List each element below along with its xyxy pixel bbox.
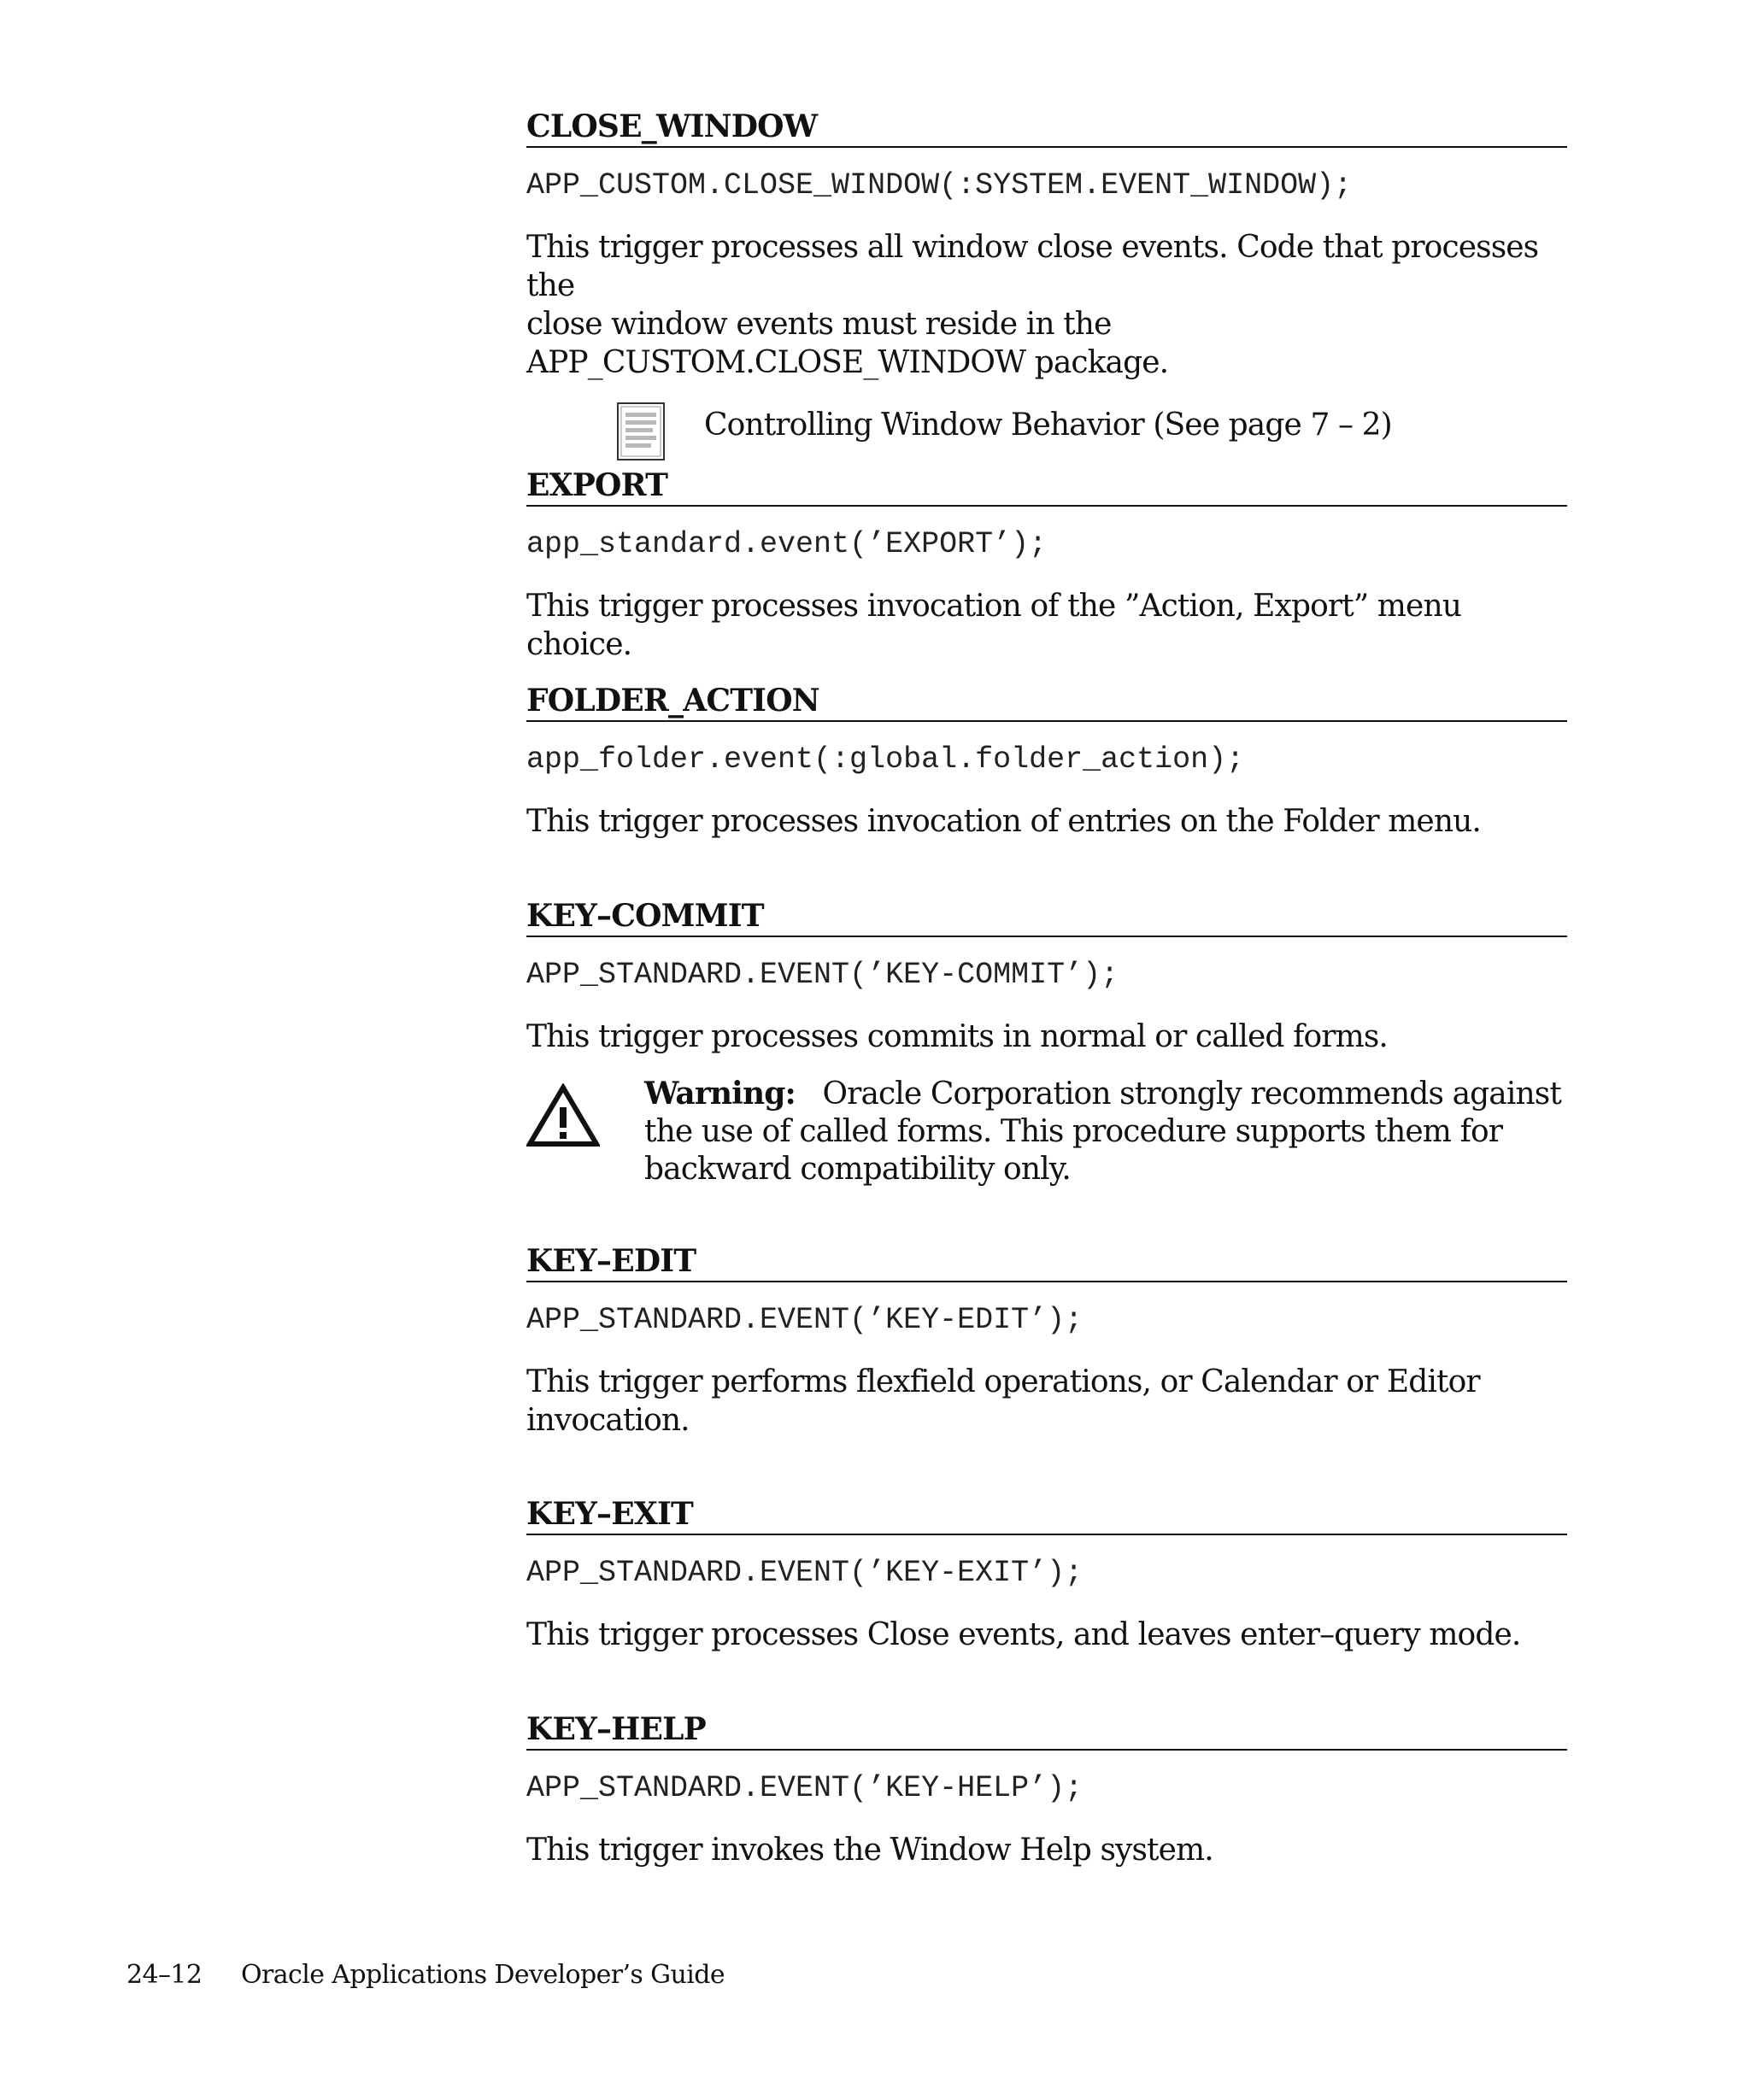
description: This trigger processes invocation of entries on the Folder menu. (526, 804, 1481, 839)
section-heading: KEY–COMMIT (526, 899, 1567, 937)
section-key-help (526, 1712, 1567, 1869)
section-heading: KEY–HELP (526, 1712, 1567, 1751)
section-export (526, 468, 1567, 664)
code-line: APP_STANDARD.EVENT(’KEY-COMMIT’); (526, 958, 1119, 992)
page-footer (126, 1960, 725, 1991)
description-line: close window events must reside in the (526, 307, 1112, 342)
description (526, 1363, 1567, 1440)
book-title: Oracle Applications Developer’s Guide (241, 1960, 725, 1990)
cross-reference-link[interactable]: Controlling Window Behavior (See page 7 – 2) (704, 408, 1392, 443)
description-line: invocation. (526, 1403, 690, 1438)
code-line: APP_STANDARD.EVENT(’KEY-HELP’); (526, 1771, 1083, 1805)
description: This trigger processes Close events, and leaves enter–query mode. (526, 1617, 1521, 1652)
document-icon (617, 402, 665, 460)
page-number: 24–12 (126, 1960, 203, 1990)
section-key-exit (526, 1497, 1567, 1654)
warning-line: the use of called forms. This procedure supports them for (644, 1114, 1503, 1149)
warning-note (526, 1075, 1567, 1188)
code-line: app_standard.event(’EXPORT’); (526, 527, 1048, 561)
code-line: APP_CUSTOM.CLOSE_WINDOW(:SYSTEM.EVENT_WINDOW); (526, 168, 1353, 202)
code-line: app_folder.event(:global.folder_action); (526, 742, 1245, 777)
warning-text: Oracle Corporation strongly recommends against (822, 1076, 1561, 1112)
description: This trigger processes invocation of the ”Action, Export” menu choice. (526, 589, 1462, 662)
section-heading: FOLDER_ACTION (526, 683, 1567, 722)
code-line: APP_STANDARD.EVENT(’KEY-EDIT’); (526, 1303, 1083, 1337)
section-heading: CLOSE_WINDOW (526, 109, 1567, 148)
section-close-window (526, 109, 1567, 466)
cross-reference[interactable] (526, 397, 1567, 466)
section-folder-action (526, 683, 1567, 841)
description: This trigger processes commits in normal or called forms. (526, 1019, 1388, 1054)
code-line: APP_STANDARD.EVENT(’KEY-EXIT’); (526, 1556, 1083, 1590)
warning-line: backward compatibility only. (644, 1152, 1071, 1187)
section-heading: KEY–EDIT (526, 1244, 1567, 1282)
warning-label: Warning: (644, 1076, 796, 1112)
section-heading: KEY–EXIT (526, 1497, 1567, 1535)
warning-triangle-icon (526, 1083, 600, 1148)
description-line: APP_CUSTOM.CLOSE_WINDOW package. (526, 345, 1169, 380)
description-line: This trigger performs flexfield operations, or Calendar or Editor (526, 1364, 1480, 1399)
description: This trigger invokes the Window Help system. (526, 1833, 1213, 1868)
section-key-commit (526, 899, 1567, 1188)
section-key-edit (526, 1244, 1567, 1440)
description (526, 228, 1567, 382)
description-line: This trigger processes all window close events. Code that processes the (526, 230, 1539, 303)
section-heading: EXPORT (526, 468, 1567, 507)
warning-line (644, 1075, 1567, 1113)
